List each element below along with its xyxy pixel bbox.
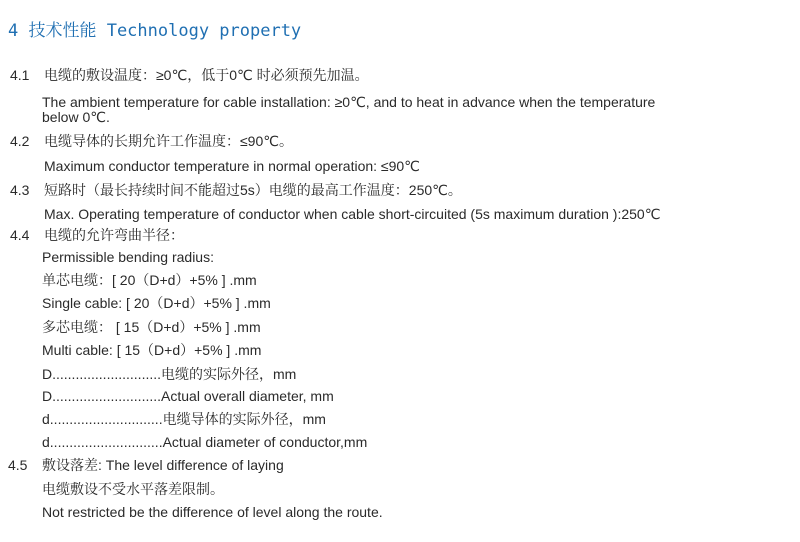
section-text-mixed: 敷设落差: The level difference of laying bbox=[42, 457, 284, 473]
section-text-cn: 电缆导体的长期允许工作温度：≤90℃。 bbox=[44, 133, 293, 149]
section-text-en: Not restricted be the difference of level along the route. bbox=[42, 504, 383, 520]
section-number: 4.3 bbox=[10, 182, 30, 198]
section-text-cn: 电缆的敷设温度：≥0℃，低于0℃ 时必须预先加温。 bbox=[44, 67, 369, 83]
formula-en: Multi cable: [ 15（D+d）+5% ] .mm bbox=[42, 342, 262, 358]
formula-cn: 多芯电缆： [ 15（D+d）+5% ] .mm bbox=[42, 319, 261, 335]
section-number: 4.1 bbox=[10, 67, 30, 83]
section-number: 4.4 bbox=[10, 227, 30, 243]
section-text-en: Max. Operating temperature of conductor when cable short-circuited (5s maximum duration ):250℃ bbox=[44, 206, 661, 222]
section-text-cn: 电缆的允许弯曲半径： bbox=[44, 227, 184, 243]
section-number: 4.2 bbox=[10, 133, 30, 149]
section-title: 4 技术性能 Technology property bbox=[8, 21, 302, 41]
section-number: 4.5 bbox=[8, 457, 28, 473]
legend-line-cn: D............................电缆的实际外径，mm bbox=[42, 366, 297, 382]
formula-en: Single cable: [ 20（D+d）+5% ] .mm bbox=[42, 295, 271, 311]
legend-line-cn: d.............................电缆导体的实际外径，mm bbox=[42, 411, 326, 427]
legend-line-en: d.............................Actual diameter of conductor,mm bbox=[42, 434, 368, 450]
section-text-cn: 电缆敷设不受水平落差限制。 bbox=[42, 481, 224, 497]
legend-line-en: D............................Actual overall diameter, mm bbox=[42, 388, 334, 404]
section-text-en: below 0℃. bbox=[42, 109, 110, 125]
section-text-en: The ambient temperature for cable installation: ≥0℃, and to heat in advance when the temperature bbox=[42, 94, 656, 110]
section-text-en: Maximum conductor temperature in normal operation: ≤90℃ bbox=[44, 158, 420, 174]
section-text-en: Permissible bending radius: bbox=[42, 249, 214, 265]
section-text-cn: 短路时（最长持续时间不能超过5s）电缆的最高工作温度：250℃。 bbox=[44, 182, 462, 198]
formula-cn: 单芯电缆：[ 20（D+d）+5% ] .mm bbox=[42, 272, 257, 288]
